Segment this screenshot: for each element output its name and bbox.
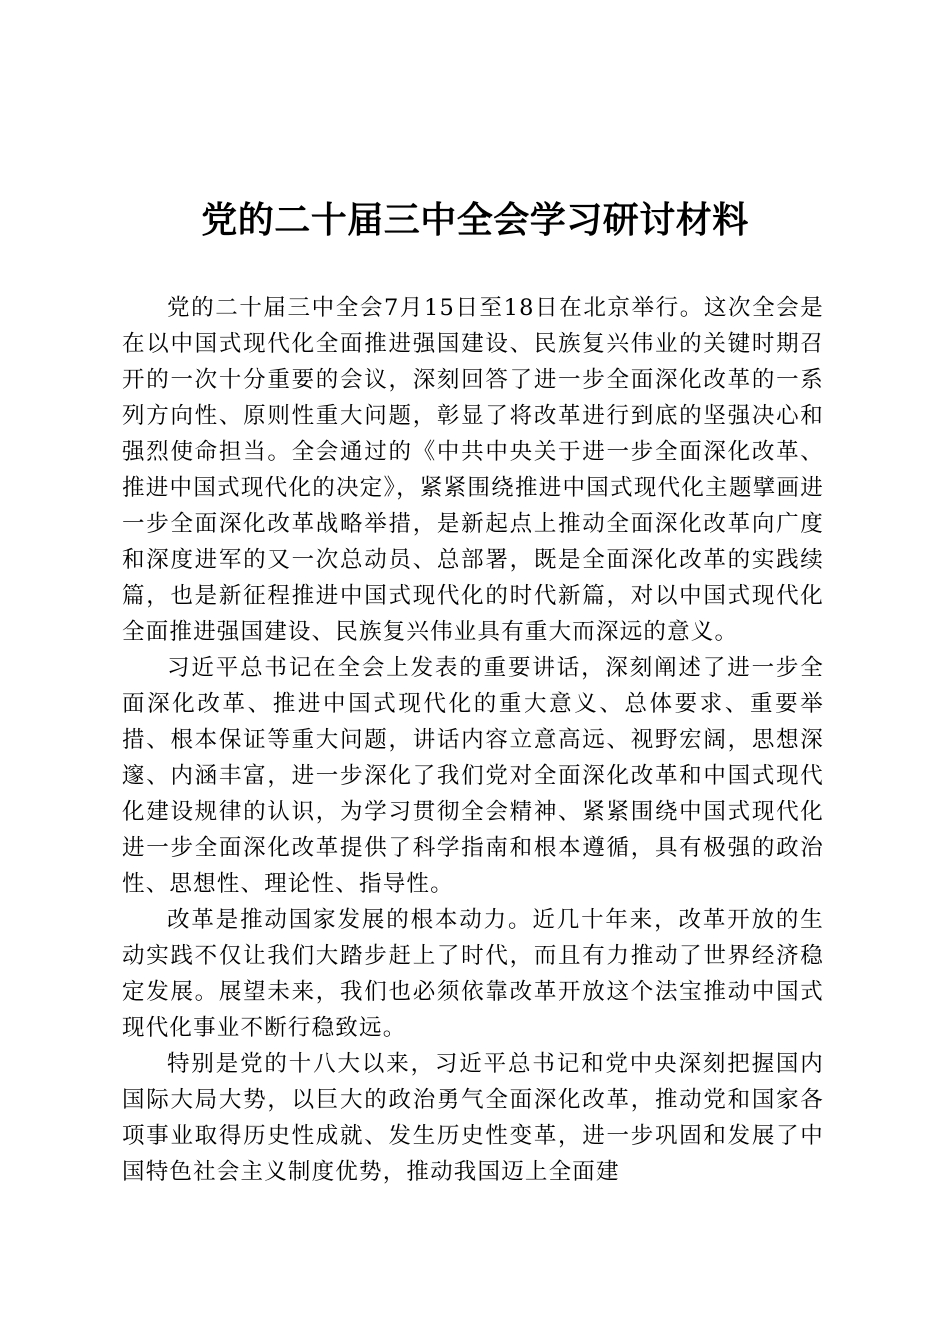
body-paragraph-1: 党的二十届三中全会7月15日至18日在北京举行。这次全会是在以中国式现代化全面推进强国建设、民族复兴伟业的关键时期召开的一次十分重要的会议，深刻回答了进一步全面深化改革的一系列方向性、原则性重大问题，彰显了将改革进行到底的坚强决心和强烈使命担当。全会通过的《中共中央关于进一步全面深化改革、推进中国式现代化的决定》，紧紧围绕推进中国式现代化主题擘画进一步全面深化改革战略举措，是新起点上推动全面深化改革向广度和深度进军的又一次总动员、总部署，既是全面深化改革的实践续篇，也是新征程推进中国式现代化的时代新篇，对以中国式现代化全面推进强国建设、民族复兴伟业具有重大而深远的意义。 xyxy=(122,295,824,645)
body-paragraph-3: 改革是推动国家发展的根本动力。近几十年来，改革开放的生动实践不仅让我们大踏步赶上了时代，而且有力推动了世界经济稳定发展。展望未来，我们也必须依靠改革开放这个法宝推动中国式现代化事业不断行稳致远。 xyxy=(122,907,824,1041)
document-body xyxy=(122,290,824,1190)
body-paragraph-4: 特别是党的十八大以来，习近平总书记和党中央深刻把握国内国际大局大势，以巨大的政治勇气全面深化改革，推动党和国家各项事业取得历史性成就、发生历史性变革，进一步巩固和发展了中国特色社会主义制度优势，推动我国迈上全面建 xyxy=(122,1051,824,1185)
document-title: 党的二十届三中全会学习研讨材料 xyxy=(201,199,749,241)
body-paragraph-2: 习近平总书记在全会上发表的重要讲话，深刻阐述了进一步全面深化改革、推进中国式现代化的重大意义、总体要求、重要举措、根本保证等重大问题，讲话内容立意高远、视野宏阔，思想深邃、内涵丰富，进一步深化了我们党对全面深化改革和中国式现代化建设规律的认识，为学习贯彻全会精神、紧紧围绕中国式现代化进一步全面深化改革提供了科学指南和根本遵循，具有极强的政治性、思想性、理论性、指导性。 xyxy=(122,655,824,897)
